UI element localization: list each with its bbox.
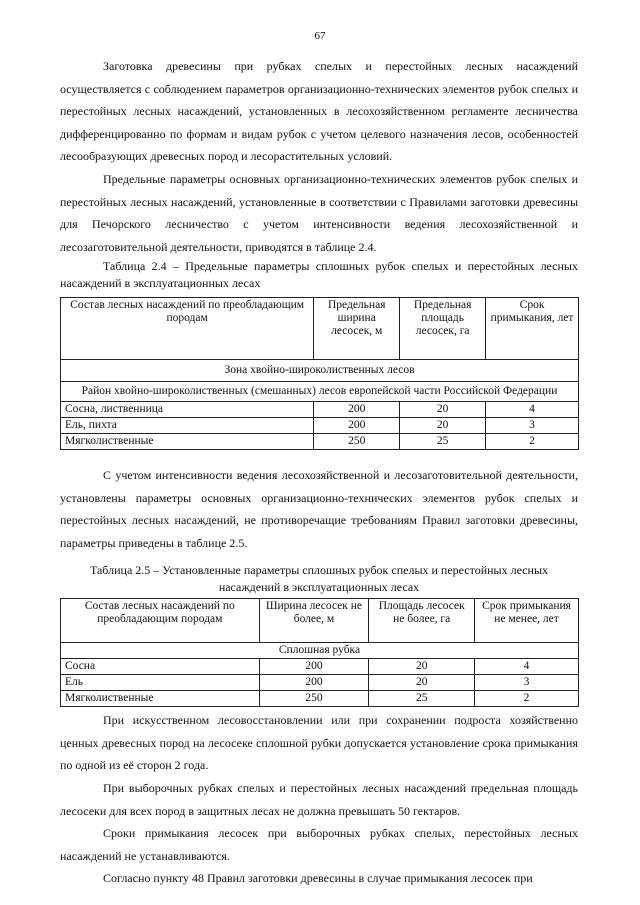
table-row <box>61 434 579 450</box>
table-cell: 200 <box>259 675 369 691</box>
table-caption: Таблица 2.5 – Установленные параметры сплошных рубок спелых и перестойных лесных насаждений в эксплуатационных лесах <box>89 563 549 594</box>
section-row: Сплошная рубка <box>61 643 579 659</box>
paragraph: Сроки примыкания лесосек при выборочных рубках спелых, перестойных лесных насаждений не устанавливаются. <box>60 826 578 863</box>
table-row <box>61 659 579 675</box>
paragraph: Заготовка древесины при рубках спелых и перестойных лесных насаждений осуществляется с соблюдением параметров организационно-технических элементов рубок спелых и перестойных лесных насаждений, установленных в лесохозяйственном регламенте лесничества дифференцированно по формам и видам рубок с учетом целевого назначения лесов, особенностей лесообразующих древесных пород и лесорастительных условий. <box>60 59 578 164</box>
table-caption: Таблица 2.4 – Предельные параметры сплошных рубок спелых и перестойных лесных насаждений в эксплуатационных лесах <box>60 259 578 290</box>
table-cell: 20 <box>369 675 475 691</box>
table-cell: 250 <box>314 434 400 450</box>
table-cell: Сосна, лиственница <box>61 402 314 418</box>
region-row: Район хвойно-широколиственных (смешанных) лесов европейской части Российской Федерации <box>61 382 579 402</box>
table-row <box>61 418 579 434</box>
table-cell: Мягколиственные <box>61 691 260 707</box>
table-2-5 <box>60 598 579 707</box>
table-cell: 2 <box>475 691 579 707</box>
table-cell: 200 <box>259 659 369 675</box>
zone-row: Зона хвойно-широколиственных лесов <box>61 360 579 382</box>
table-cell: 3 <box>475 675 579 691</box>
table-cell: 200 <box>314 402 400 418</box>
table-row <box>61 675 579 691</box>
table-header: Предельная площадь лесосек, га <box>400 298 486 360</box>
page-number: 67 <box>314 30 326 42</box>
table-header: Предельная ширина лесосек, м <box>314 298 400 360</box>
table-cell: 4 <box>486 402 579 418</box>
paragraph: Согласно пункту 48 Правил заготовки древесины в случае примыкания лесосек при <box>103 871 533 885</box>
paragraph: Предельные параметры основных организационно-технических элементов рубок спелых и перестойных лесных насаждений, установленные в соответствии с Правилами заготовки древесины для Печорского лесничество с учетом интенсивности ведения лесохозяйственной и лесозаготовительной деятельности, приводятся в таблице 2.4. <box>60 172 578 254</box>
table-header: Срок примыкания, лет <box>486 298 579 360</box>
table-cell: 200 <box>314 418 400 434</box>
table-cell: 20 <box>400 418 486 434</box>
table-cell: Мягколиственные <box>61 434 314 450</box>
table-cell: 3 <box>486 418 579 434</box>
paragraph: При искусственном лесовосстановлении или при сохранении подроста хозяйственно ценных древесных пород на лесосеке сплошной рубки допускается установление срока примыкания по одной из её сторон 2 года. <box>60 713 578 773</box>
table-cell: Ель <box>61 675 260 691</box>
table-header: Состав лесных насаждений по преобладающим породам <box>61 599 260 643</box>
table-2-4 <box>60 297 579 450</box>
table-cell: 4 <box>475 659 579 675</box>
table-cell: Сосна <box>61 659 260 675</box>
table-header: Состав лесных насаждений по преобладающим породам <box>61 298 314 360</box>
table-header: Срок примыкания не менее, лет <box>475 599 579 643</box>
paragraph: С учетом интенсивности ведения лесохозяйственной и лесозаготовительной деятельности, установлены параметры основных организационно-технических элементов рубок спелых и перестойных лесных насаждений, не противоречащие требованиям Правил заготовки древесины, параметры приведены в таблице 2.5. <box>60 468 578 550</box>
table-cell: 20 <box>369 659 475 675</box>
table-cell: Ель, пихта <box>61 418 314 434</box>
table-row <box>61 691 579 707</box>
table-header: Площадь лесосек не более, га <box>369 599 475 643</box>
table-row <box>61 402 579 418</box>
table-cell: 25 <box>369 691 475 707</box>
table-cell: 20 <box>400 402 486 418</box>
table-cell: 2 <box>486 434 579 450</box>
table-header: Ширина лесосек не более, м <box>259 599 369 643</box>
paragraph: При выборочных рубках спелых и перестойных лесных насаждений предельная площадь лесосеки для всех пород в защитных лесах не должна превышать 50 гектаров. <box>60 781 578 818</box>
table-cell: 250 <box>259 691 369 707</box>
table-cell: 25 <box>400 434 486 450</box>
